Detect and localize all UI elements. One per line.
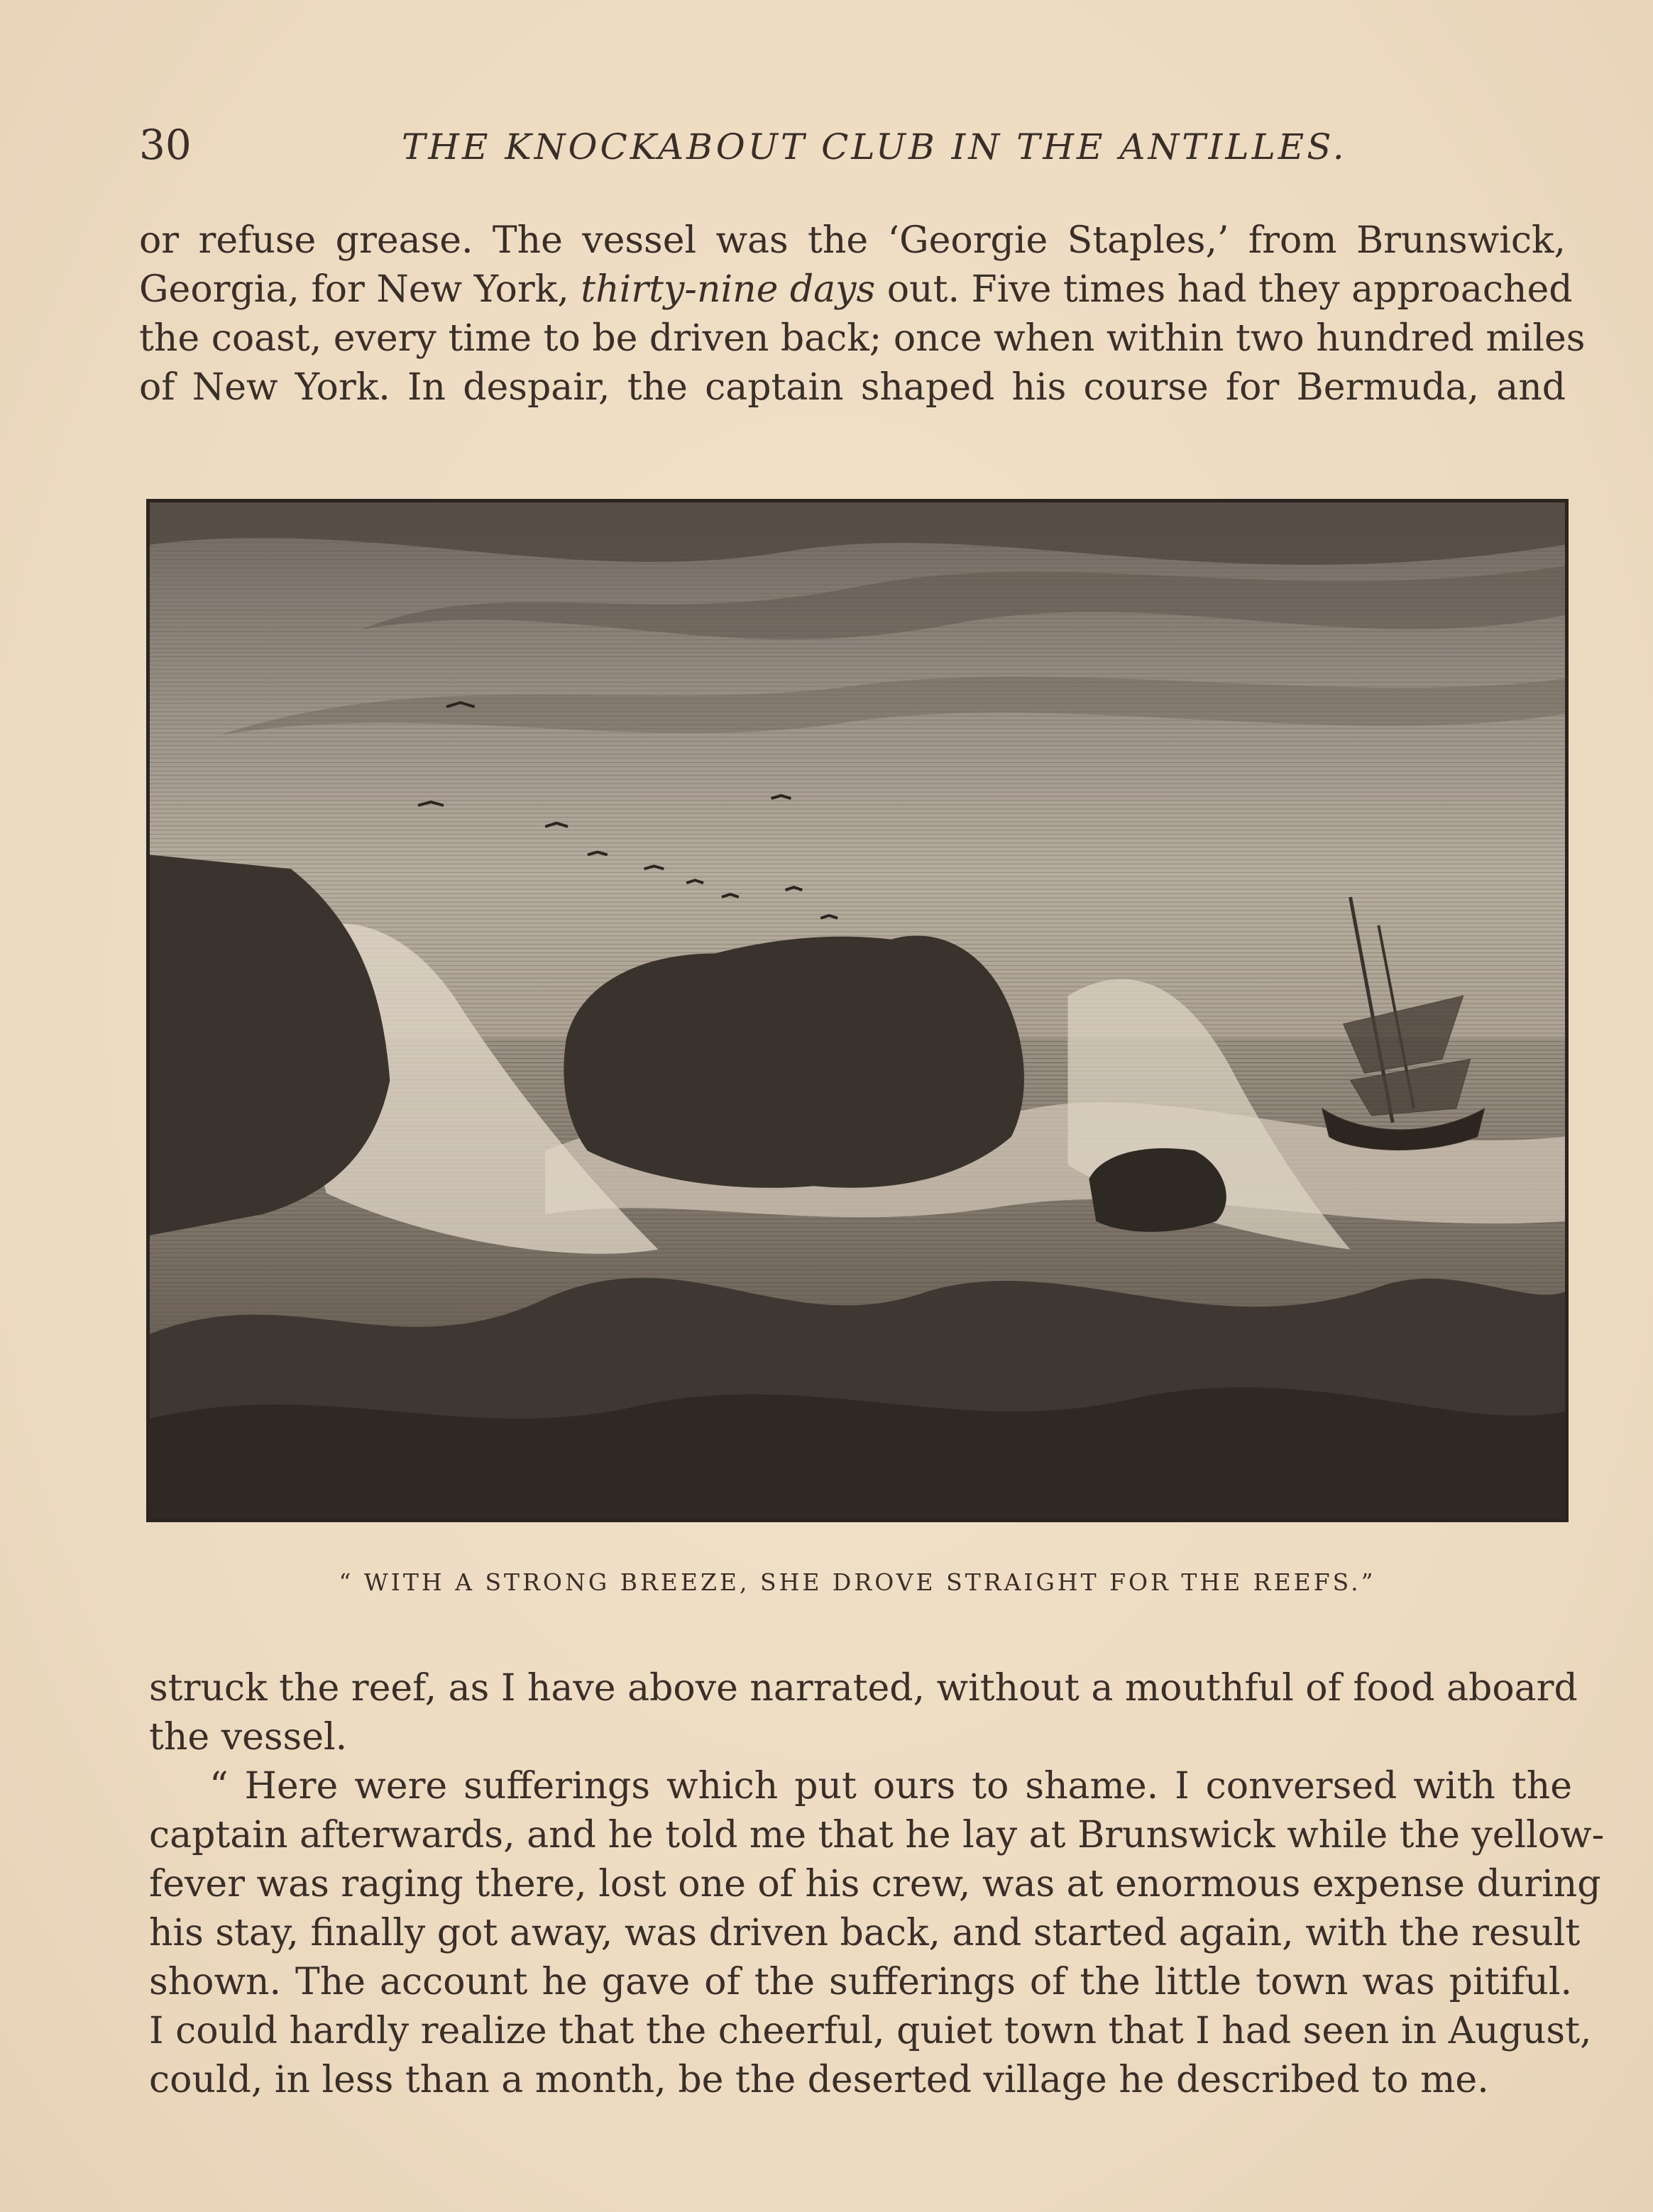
text-line: struck the reef, as I have above narrated, without a mouthful of food aboard xyxy=(149,1667,1578,1710)
paragraph-continuation xyxy=(149,1664,1578,1762)
page-number: 30 xyxy=(139,121,192,169)
text-line: captain afterwards, and he told me that he lay at Brunswick while the yellow- xyxy=(149,1814,1605,1856)
text-line: shown. The account he gave of the sufferings of the little town was pitiful. xyxy=(149,1961,1572,2003)
engraving-illustration xyxy=(146,499,1569,1522)
running-head xyxy=(139,121,1566,177)
text-line: his stay, finally got away, was driven back, and started again, with the result xyxy=(149,1912,1581,1954)
emphasis-text: thirty-nine days xyxy=(581,268,876,311)
text-line: Georgia, for New York, thirty-nine days out. Five times had they approached xyxy=(139,268,1573,311)
text-line: fever was raging there, lost one of his crew, was at enormous expense during xyxy=(149,1863,1601,1905)
running-title: THE KNOCKABOUT CLUB IN THE ANTILLES. xyxy=(402,126,1347,167)
paragraph-quote xyxy=(149,1762,1605,2105)
text-line: of New York. In despair, the captain shaped his course for Bermuda, and xyxy=(139,366,1566,409)
text-line: or refuse grease. The vessel was the ‘Georgie Staples,’ from Brunswick, xyxy=(139,219,1566,262)
text-line: the coast, every time to be driven back; once when within two hundred miles xyxy=(139,317,1586,360)
text-line: “ Here were sufferings which put ours to shame. I conversed with the xyxy=(209,1765,1572,1807)
paragraph-top xyxy=(139,216,1586,412)
illustration-caption: “ WITH A STRONG BREEZE, SHE DROVE STRAIGHT FOR THE REEFS.” xyxy=(339,1568,1376,1596)
shipwreck-engraving xyxy=(150,502,1565,1519)
text-line: the vessel. xyxy=(149,1716,348,1759)
text-line: could, in less than a month, be the deserted village he described to me. xyxy=(149,2059,1489,2101)
text-line: I could hardly realize that the cheerful, quiet town that I had seen in August, xyxy=(149,2010,1592,2052)
